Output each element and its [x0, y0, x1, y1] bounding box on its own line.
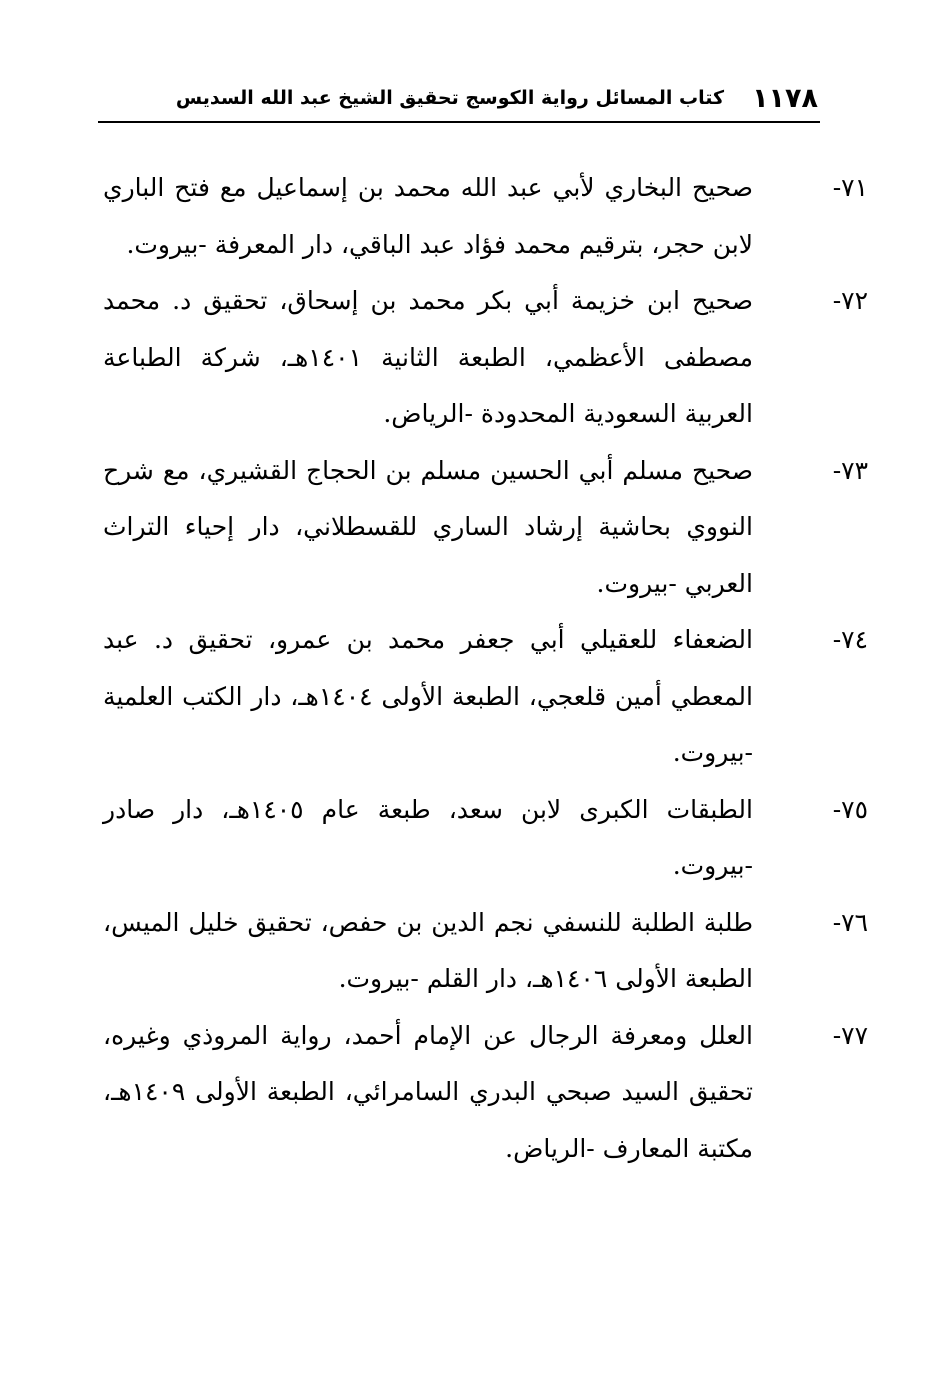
- bibliography-entry-77: [103, 1008, 868, 1178]
- bibliography-entry-73: [103, 443, 868, 613]
- entry-text: طلبة الطلبة للنسفي نجم الدين بن حفص، تحقيق خليل الميس، الطبعة الأولى ١٤٠٦هـ، دار القلم -بيروت.: [103, 907, 753, 993]
- entry-text: صحيح ابن خزيمة أبي بكر محمد بن إسحاق، تحقيق د. محمد مصطفى الأعظمي، الطبعة الثانية ١٤٠١هـ، شركة الطباعة العربية السعودية المحدودة -الرياض.: [103, 286, 753, 428]
- entry-number: ٧٧-: [832, 1020, 868, 1050]
- bibliography-entry-76: [103, 895, 868, 1008]
- bibliography-entry-72: [103, 273, 868, 443]
- bibliography-entry-74: [103, 612, 868, 782]
- entry-text: صحيح مسلم أبي الحسين مسلم بن الحجاج القشيري، مع شرح النووي بحاشية إرشاد الساري للقسطلاني، دار إحياء التراث العربي -بيروت.: [103, 455, 753, 598]
- bibliography-entry-71: [103, 160, 868, 273]
- bibliography-entry-75: [103, 782, 868, 895]
- entry-text: الضعفاء للعقيلي أبي جعفر محمد بن عمرو، تحقيق د. عبد المعطي أمين قلعجي، الطبعة الأولى ١٤٠٤هـ، دار الكتب العلمية -بيروت.: [103, 625, 753, 767]
- entry-number: ٧٣-: [832, 455, 868, 485]
- entry-number: ٧٤-: [832, 625, 868, 654]
- page-header: [118, 78, 818, 118]
- entry-text: صحيح البخاري لأبي عبد الله محمد بن إسماعيل مع فتح الباري لابن حجر، بترقيم محمد فؤاد عبد الباقي، دار المعرفة -بيروت.: [103, 173, 753, 259]
- entry-number: ٧٢-: [832, 286, 868, 315]
- page-number: ١١٧٨: [752, 82, 818, 114]
- header-divider: [98, 121, 820, 123]
- running-title: كتاب المسائل رواية الكوسج تحقيق الشيخ عبد الله السديس: [175, 87, 725, 109]
- entry-number: ٧٥-: [832, 794, 868, 824]
- bibliography-list: [103, 160, 868, 1177]
- entry-text: العلل ومعرفة الرجال عن الإمام أحمد، رواية المروذي وغيره، تحقيق السيد صبحي البدري السامرائي، الطبعة الأولى ١٤٠٩هـ، مكتبة المعارف -الرياض.: [103, 1020, 753, 1163]
- entry-number: ٧١-: [832, 173, 868, 202]
- entry-text: الطبقات الكبرى لابن سعد، طبعة عام ١٤٠٥هـ، دار صادر -بيروت.: [103, 794, 753, 880]
- entry-number: ٧٦-: [832, 907, 868, 937]
